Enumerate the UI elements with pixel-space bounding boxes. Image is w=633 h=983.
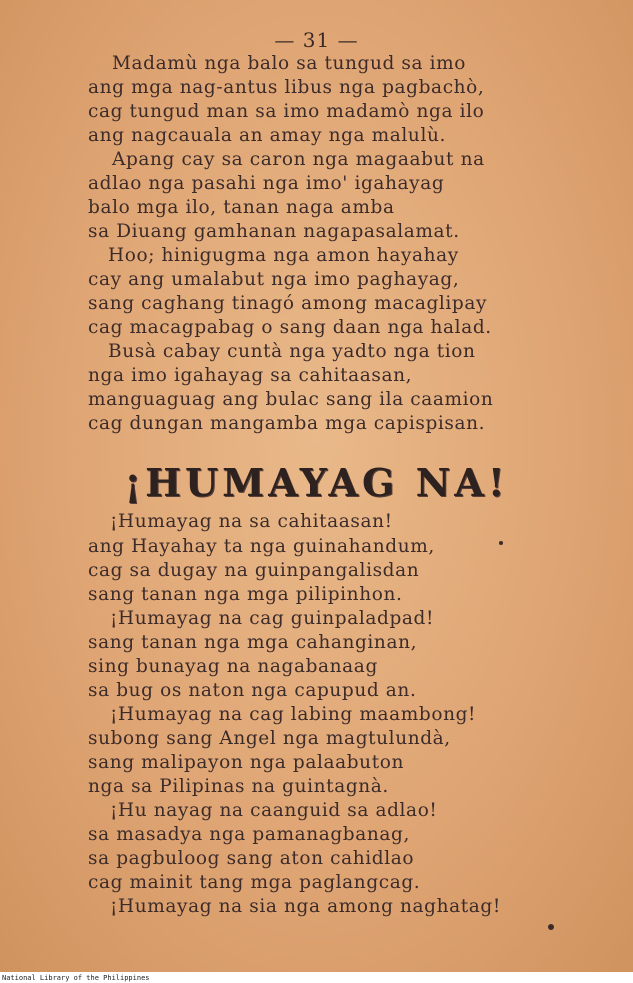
text-line: sang caghang tinagó among macaglipay	[88, 293, 488, 314]
poem-line: sa bug os naton nga capupud an.	[88, 680, 417, 701]
poem-line: sang malipayon nga palaabuton	[88, 752, 404, 773]
text-line: Busà cabay cuntà nga yadto nga tion	[108, 341, 476, 362]
poem-line: ¡Hu nayag na caanguid sa adlao!	[110, 800, 438, 821]
text-line: manguaguag ang bulac sang ila caamion	[88, 389, 494, 410]
text-line: adlao nga pasahi nga imo' igahayag	[88, 173, 445, 194]
text-line: cay ang umalabut nga imo paghayag,	[88, 269, 460, 290]
ink-speck	[548, 924, 554, 930]
poem-line: sa masadya nga pamanagbanag,	[88, 824, 410, 845]
poem-title: ¡HUMAYAG NA!	[124, 460, 509, 505]
text-line: ang nagcauala an amay nga malulù.	[88, 125, 446, 146]
poem-line: ¡Humayag na cag guinpaladpad!	[110, 608, 434, 629]
poem-line: cag sa dugay na guinpangalisdan	[88, 560, 420, 581]
poem-line: sing bunayag na nagabanaag	[88, 656, 378, 677]
poem-line: nga sa Pilipinas na guintagnà.	[88, 776, 389, 797]
poem-line: ang Hayahay ta nga guinahandum,	[88, 536, 435, 557]
text-line: cag macagpabag o sang daan nga halad.	[88, 317, 492, 338]
text-line: nga imo igahayag sa cahitaasan,	[88, 365, 413, 386]
poem-line: ¡Humayag na cag labing maambong!	[110, 704, 477, 725]
text-line: Madamù nga balo sa tungud sa imo	[112, 53, 467, 74]
text-line: balo mga ilo, tanan naga amba	[88, 197, 395, 218]
poem-line: sang tanan nga mga pilipinhon.	[88, 584, 403, 605]
text-line: cag tungud man sa imo madamò nga ilo	[88, 101, 485, 122]
poem-line: ¡Humayag na sa cahitaasan!	[110, 511, 393, 532]
poem-line: subong sang Angel nga magtulundà,	[88, 728, 451, 749]
text-line: ang mga nag-antus libus nga pagbachò,	[88, 77, 485, 98]
poem-line: cag mainit tang mga paglangcag.	[88, 872, 421, 893]
text-line: cag dungan mangamba mga capispisan.	[88, 413, 486, 434]
poem-line: ¡Humayag na sia nga among naghatag!	[110, 896, 501, 917]
text-line: Hoo; hinigugma nga amon hayahay	[108, 245, 459, 266]
text-line: Apang cay sa caron nga magaabut na	[112, 149, 485, 170]
poem-line: sa pagbuloog sang aton cahidlao	[88, 848, 415, 869]
library-credit: National Library of the Philippines	[2, 974, 150, 982]
text-line: sa Diuang gamhanan nagapasalamat.	[88, 221, 460, 242]
poem-line: sang tanan nga mga cahanginan,	[88, 632, 418, 653]
ink-speck	[499, 541, 503, 545]
page-number: — 31 —	[274, 28, 359, 52]
